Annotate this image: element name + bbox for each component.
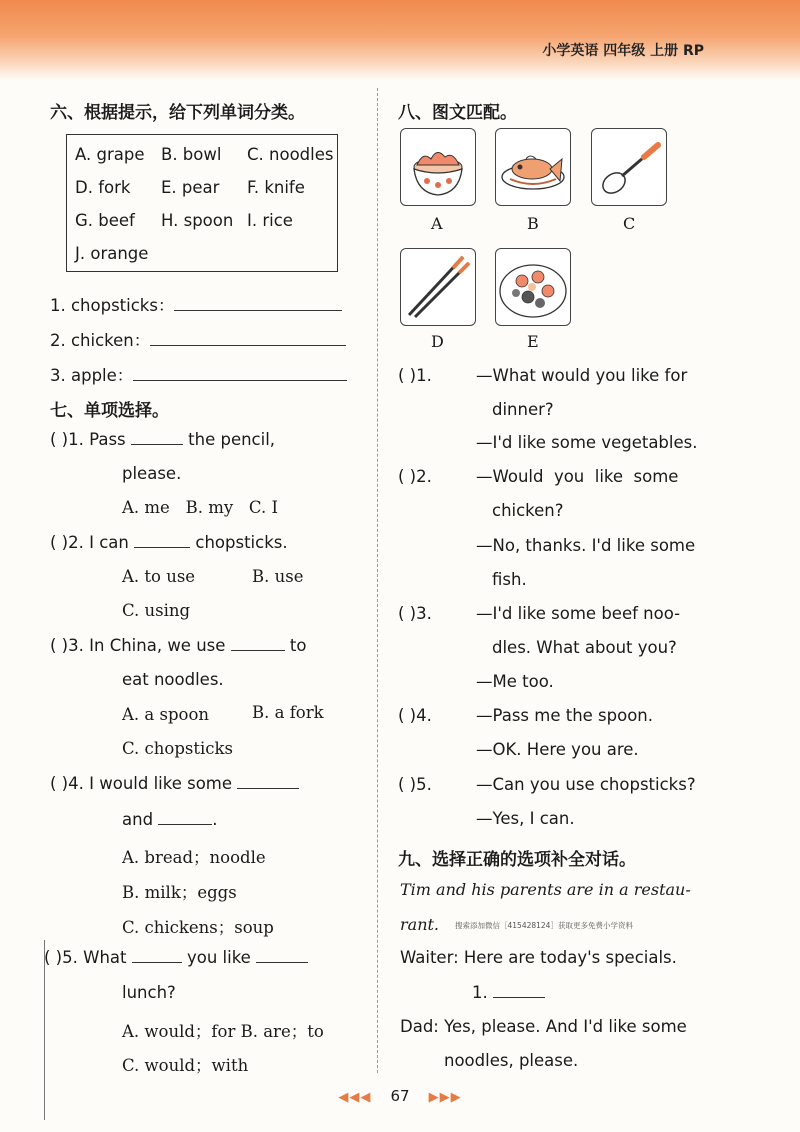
answer-blank[interactable] [132, 948, 182, 963]
answer-blank[interactable] [493, 983, 545, 998]
q7-2-option-a: A. to use [122, 567, 196, 586]
section7-title: 七、单项选择。 [50, 401, 169, 421]
word-a: A. grape [75, 145, 145, 164]
match-1-line-3: —I'd like some vegetables. [476, 433, 698, 452]
picture-label-c: C [623, 214, 636, 233]
answer-blank[interactable] [231, 636, 285, 651]
match-4-number: ( )4. [398, 706, 432, 725]
page-footer [0, 1087, 800, 1105]
q7-4-option-c: C. chickens；soup [122, 918, 274, 937]
classify-line-chopsticks: 1. chopsticks： [50, 292, 342, 316]
header-title: 小学英语 四年级 上册 RP [542, 43, 704, 59]
answer-blank[interactable] [158, 810, 212, 825]
watermark-text: 搜索添加微信［415428124］获取更多免费小学资料 [455, 921, 633, 930]
word-g: G. beef [75, 211, 135, 230]
match-2-line-4: fish. [492, 570, 527, 589]
q7-3-option-a: A. a spoon [122, 705, 210, 724]
dialog-dad-line-1: Dad: Yes, please. And I'd like some [400, 1017, 687, 1036]
q7-2-option-c: C. using [122, 601, 191, 620]
page-number: 67 [390, 1087, 410, 1105]
picture-c-spoon [591, 128, 667, 206]
picture-b-fish-plate [495, 128, 571, 206]
classify-line-apple: 3. apple： [50, 362, 347, 386]
answer-blank[interactable] [133, 366, 347, 381]
match-5-line-2: —Yes, I can. [476, 809, 575, 828]
word-b: B. bowl [161, 145, 222, 164]
answer-blank[interactable] [237, 774, 299, 789]
q7-5-option-c: C. would；with [122, 1056, 249, 1075]
q7-4-stem: ( )4. I would like some [50, 774, 299, 793]
answer-blank[interactable] [150, 331, 346, 346]
match-2-line-3: —No, thanks. I'd like some [476, 536, 696, 555]
word-h: H. spoon [161, 211, 234, 230]
word-i: I. rice [247, 211, 293, 230]
q7-3-stem: ( )3. In China, we use to [50, 636, 307, 655]
q7-1-stem: ( )1. Pass the pencil, [50, 430, 276, 449]
dialog-intro-line-2: rant. [400, 915, 440, 934]
q7-4-option-b: B. milk；eggs [122, 883, 237, 902]
q7-4-stem-cont: and . [122, 810, 218, 829]
answer-blank[interactable] [134, 533, 190, 548]
match-3-line-1: —I'd like some beef noo- [476, 604, 681, 623]
answer-blank[interactable] [256, 948, 308, 963]
word-d: D. fork [75, 178, 131, 197]
match-5-line-1: —Can you use chopsticks? [476, 775, 696, 794]
q7-5-options-ab: A. would；for B. are；to [122, 1022, 324, 1041]
section9-title: 九、选择正确的选项补全对话。 [398, 850, 636, 870]
dialog-waiter-line: Waiter: Here are today's specials. [400, 948, 677, 967]
word-f: F. knife [247, 178, 305, 197]
match-2-line-1: —Would you like some [476, 467, 679, 486]
match-3-number: ( )3. [398, 604, 432, 623]
match-4-line-1: —Pass me the spoon. [476, 706, 654, 725]
section8-title: 八、图文匹配。 [398, 103, 517, 123]
word-c: C. noodles [247, 145, 334, 164]
dialog-dad-line-2: noodles, please. [444, 1051, 579, 1070]
answer-blank[interactable] [131, 430, 183, 445]
next-page-arrows-icon: ▶▶▶ [428, 1090, 462, 1105]
picture-label-b: B [527, 214, 539, 233]
word-j: J. orange [75, 244, 149, 263]
word-e: E. pear [161, 178, 220, 197]
answer-blank[interactable] [174, 296, 342, 311]
picture-label-d: D [431, 332, 444, 351]
q7-3-stem-cont: eat noodles. [122, 670, 224, 689]
q7-1-stem-cont: please. [122, 464, 182, 483]
q7-3-option-c: C. chopsticks [122, 739, 233, 758]
q7-5-stem: ( )5. What you like [44, 948, 308, 967]
match-3-line-3: —Me too. [476, 672, 554, 691]
match-2-line-2: chicken? [492, 501, 564, 520]
q7-3-option-b: B. a fork [252, 703, 324, 722]
match-1-line-1: —What would you like for [476, 366, 688, 385]
picture-d-chopsticks [400, 248, 476, 326]
section6-title: 六、根据提示，给下列单词分类。 [50, 103, 305, 123]
column-divider [377, 88, 378, 1073]
dialog-intro-line-1: Tim and his parents are in a restau- [400, 880, 691, 899]
match-5-number: ( )5. [398, 775, 432, 794]
q7-1-options: A. me B. my C. I [122, 498, 278, 517]
match-3-line-2: dles. What about you? [492, 638, 677, 657]
word-box [66, 134, 338, 272]
picture-label-e: E [527, 332, 539, 351]
q7-2-option-b: B. use [252, 567, 304, 586]
q7-5-stem-cont: lunch? [122, 983, 176, 1002]
match-1-number: ( )1. [398, 366, 432, 385]
picture-label-a: A [431, 214, 443, 233]
dialog-blank-1: 1. [472, 983, 545, 1002]
picture-a-food-bowl [400, 128, 476, 206]
match-2-number: ( )2. [398, 467, 432, 486]
q7-4-option-a: A. bread；noodle [122, 848, 266, 867]
prev-page-arrows-icon: ◀◀◀ [338, 1090, 372, 1105]
picture-e-vegetable-plate [495, 248, 571, 326]
classify-line-chicken: 2. chicken： [50, 327, 346, 351]
q7-2-stem: ( )2. I can chopsticks. [50, 533, 288, 552]
match-4-line-2: —OK. Here you are. [476, 740, 639, 759]
match-1-line-2: dinner? [492, 400, 554, 419]
